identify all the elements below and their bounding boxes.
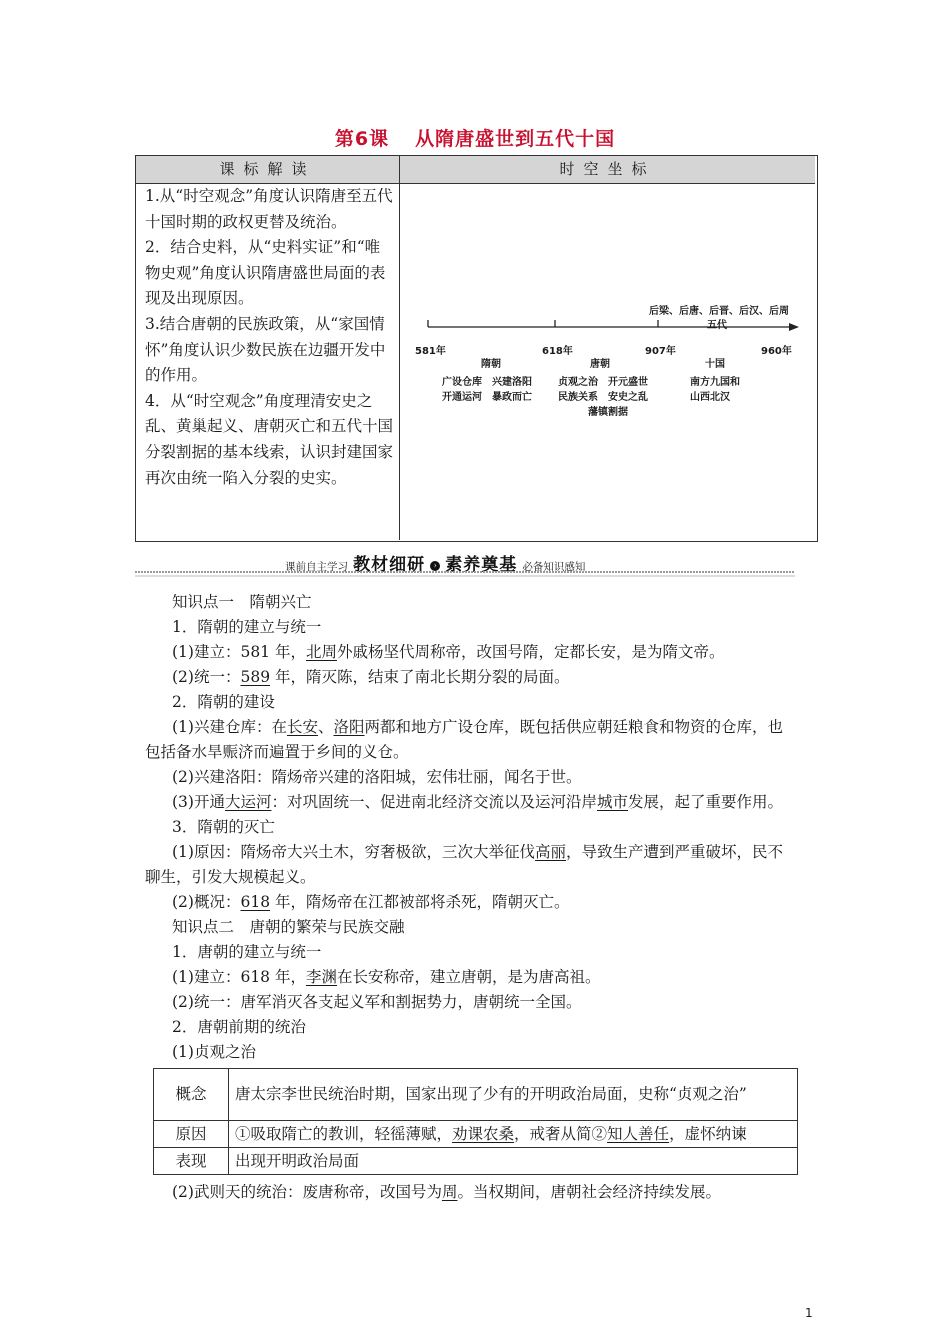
subheading: 3．隋朝的灭亡 (172, 818, 275, 836)
subheading: 2．隋朝的建设 (172, 693, 275, 711)
answer: 高丽 (534, 843, 566, 861)
subheading: 2．唐朝前期的统治 (172, 1018, 306, 1036)
text: (2)概况： (172, 893, 241, 911)
text-line (145, 715, 820, 740)
text: (1)建立：618 年， (172, 968, 306, 986)
answer: 城市 (597, 793, 629, 811)
table-row (154, 1069, 798, 1121)
table-key: 概念 (154, 1069, 229, 1121)
page-number: 1 (805, 1306, 813, 1320)
timeline (405, 290, 810, 420)
sui-name: 隋朝 (481, 359, 501, 370)
standards-list (145, 184, 393, 491)
ten-kingdoms-name: 十国 (705, 359, 725, 370)
knowledge-heading: 知识点二 唐朝的繁荣与民族交融 (172, 918, 405, 936)
overview-header-row (136, 156, 815, 184)
lesson-title (0, 124, 950, 151)
text: (2)统一： (172, 668, 241, 686)
text-line (145, 965, 820, 990)
standard-item: 2．结合史料，从“史料实证”和“唯物史观”角度认识隋唐盛世局面的表现及出现原因。 (145, 238, 386, 308)
answer: 北周 (305, 643, 337, 661)
header-standards: 课标解读 (219, 160, 316, 178)
year-label: 907年 (645, 346, 676, 357)
five-dynasties-list: 后梁、后唐、后晋、后汉、后周 (649, 306, 789, 317)
sui-line: 广设仓库 兴建洛阳 (442, 377, 532, 388)
text-line: (1)贞观之治 (172, 1043, 256, 1061)
answer: 李渊 (305, 968, 337, 986)
text: ①吸取隋亡的教训，轻徭薄赋， (235, 1124, 453, 1143)
text: 、 (317, 718, 334, 736)
table-key: 表现 (154, 1148, 229, 1175)
banner-main-2: 素养奠基 (445, 555, 518, 575)
text-line (145, 640, 820, 665)
table-row (154, 1148, 798, 1175)
standard-item: 4．从“时空观念”角度理清安史之乱、黄巢起义、唐朝灭亡和五代十国分裂割据的基本线索，认识封建国家再次由统一陷入分裂的史实。 (145, 391, 394, 487)
table-value: 出现开明政治局面 (229, 1148, 798, 1175)
answer: 长安 (286, 718, 318, 736)
text: 发展，起了重要作用。 (628, 793, 784, 811)
year-label: 960年 (761, 346, 792, 357)
ten-line: 山西北汉 (690, 392, 730, 403)
banner-left: 课前自主学习 (285, 561, 348, 573)
lesson-name: 从隋唐盛世到五代十国 (415, 128, 616, 150)
tang-name: 唐朝 (590, 359, 610, 370)
text: 年，隋灭陈，结束了南北长期分裂的局面。 (270, 668, 570, 686)
zhenguan-table (153, 1068, 798, 1175)
header-timeline: 时空坐标 (559, 160, 656, 178)
text: (1)原因：隋炀帝大兴土木，穷奢极欲，三次大举征伐 (172, 843, 535, 861)
text-line: 聊生，引发大规模起义。 (145, 868, 316, 886)
answer: 大运河 (224, 793, 272, 811)
standard-item: 1.从“时空观念”角度认识隋唐至五代十国时期的政权更替及统治。 (145, 187, 393, 231)
standard-item: 3.结合唐朝的民族政策，从“家国情怀”角度认识少数民族在边疆开发中的作用。 (145, 314, 386, 385)
text: (3)开通 (172, 793, 225, 811)
text-line (145, 665, 820, 690)
text: 两都和地方广设仓库，既包括供应朝廷粮食和物资的仓库，也 (364, 718, 784, 736)
text: (1)兴建仓库：在 (172, 718, 287, 736)
table-value: 唐太宗李世民统治时期，国家出现了少有的开明政治局面，史称“贞观之治” (229, 1069, 798, 1121)
sui-line: 开通运河 暴政而亡 (442, 392, 532, 403)
table-key: 原因 (154, 1121, 229, 1148)
text: (2)武则天的统治：废唐称帝，改国号为 (172, 1183, 442, 1201)
year-label: 618年 (542, 346, 573, 357)
tang-line: 藩镇割据 (588, 407, 628, 418)
text: (1)建立：581 年， (172, 643, 306, 661)
five-dynasties-label: 五代 (707, 320, 727, 331)
answer: 劝课农桑 (452, 1124, 515, 1143)
ten-line: 南方九国和 (690, 377, 740, 388)
text-line (145, 840, 820, 865)
text: 在长安称帝，建立唐朝，是为唐高祖。 (336, 968, 601, 986)
arrow-icon: › (430, 561, 440, 571)
text-line (145, 890, 820, 915)
text-line: (2)兴建洛阳：隋炀帝兴建的洛阳城，宏伟壮丽，闻名于世。 (172, 768, 582, 786)
lesson-number: 第6课 (334, 128, 390, 150)
knowledge-heading: 知识点一 隋朝兴亡 (172, 593, 312, 611)
timeline-axis (405, 290, 810, 350)
answer: 618 (240, 893, 271, 911)
banner-right: 必备知识感知 (522, 561, 586, 573)
text: 年，隋炀帝在江都被部将杀死，隋朝灭亡。 (270, 893, 570, 911)
text-line: 包括备水旱赈济而遍置于乡间的义仓。 (145, 743, 409, 761)
tang-line: 贞观之治 开元盛世 (558, 377, 648, 388)
section-banner (135, 548, 816, 578)
tang-line: 民族关系 安史之乱 (558, 392, 648, 403)
answer: 洛阳 (333, 718, 365, 736)
text: ：对巩固统一、促进南北经济交流以及运河沿岸 (271, 793, 597, 811)
answer: 知人善任 (607, 1124, 670, 1143)
subheading: 1．隋朝的建立与统一 (172, 618, 322, 636)
text: ，戒奢从简② (514, 1124, 608, 1143)
text: ，导致生产遭到严重破坏，民不 (565, 843, 783, 861)
text: 外戚杨坚代周称帝，改国号隋，定都长安，是为隋文帝。 (336, 643, 725, 661)
table-divider (399, 156, 400, 540)
text-line (172, 1180, 721, 1205)
year-label: 581年 (415, 346, 446, 357)
text: 。当权期间，唐朝社会经济持续发展。 (457, 1183, 721, 1201)
text-line: (2)统一：唐军消灭各支起义军和割据势力，唐朝统一全国。 (172, 993, 582, 1011)
table-value (229, 1121, 798, 1148)
text: ，虚怀纳谏 (669, 1124, 747, 1143)
answer: 周 (441, 1183, 458, 1201)
banner-main-1: 教材细研 (353, 555, 426, 575)
banner-rule (135, 570, 816, 578)
answer: 589 (240, 668, 271, 686)
content-body (145, 590, 820, 1065)
table-row (154, 1121, 798, 1148)
subheading: 1．唐朝的建立与统一 (172, 943, 322, 961)
text-line (145, 790, 820, 815)
